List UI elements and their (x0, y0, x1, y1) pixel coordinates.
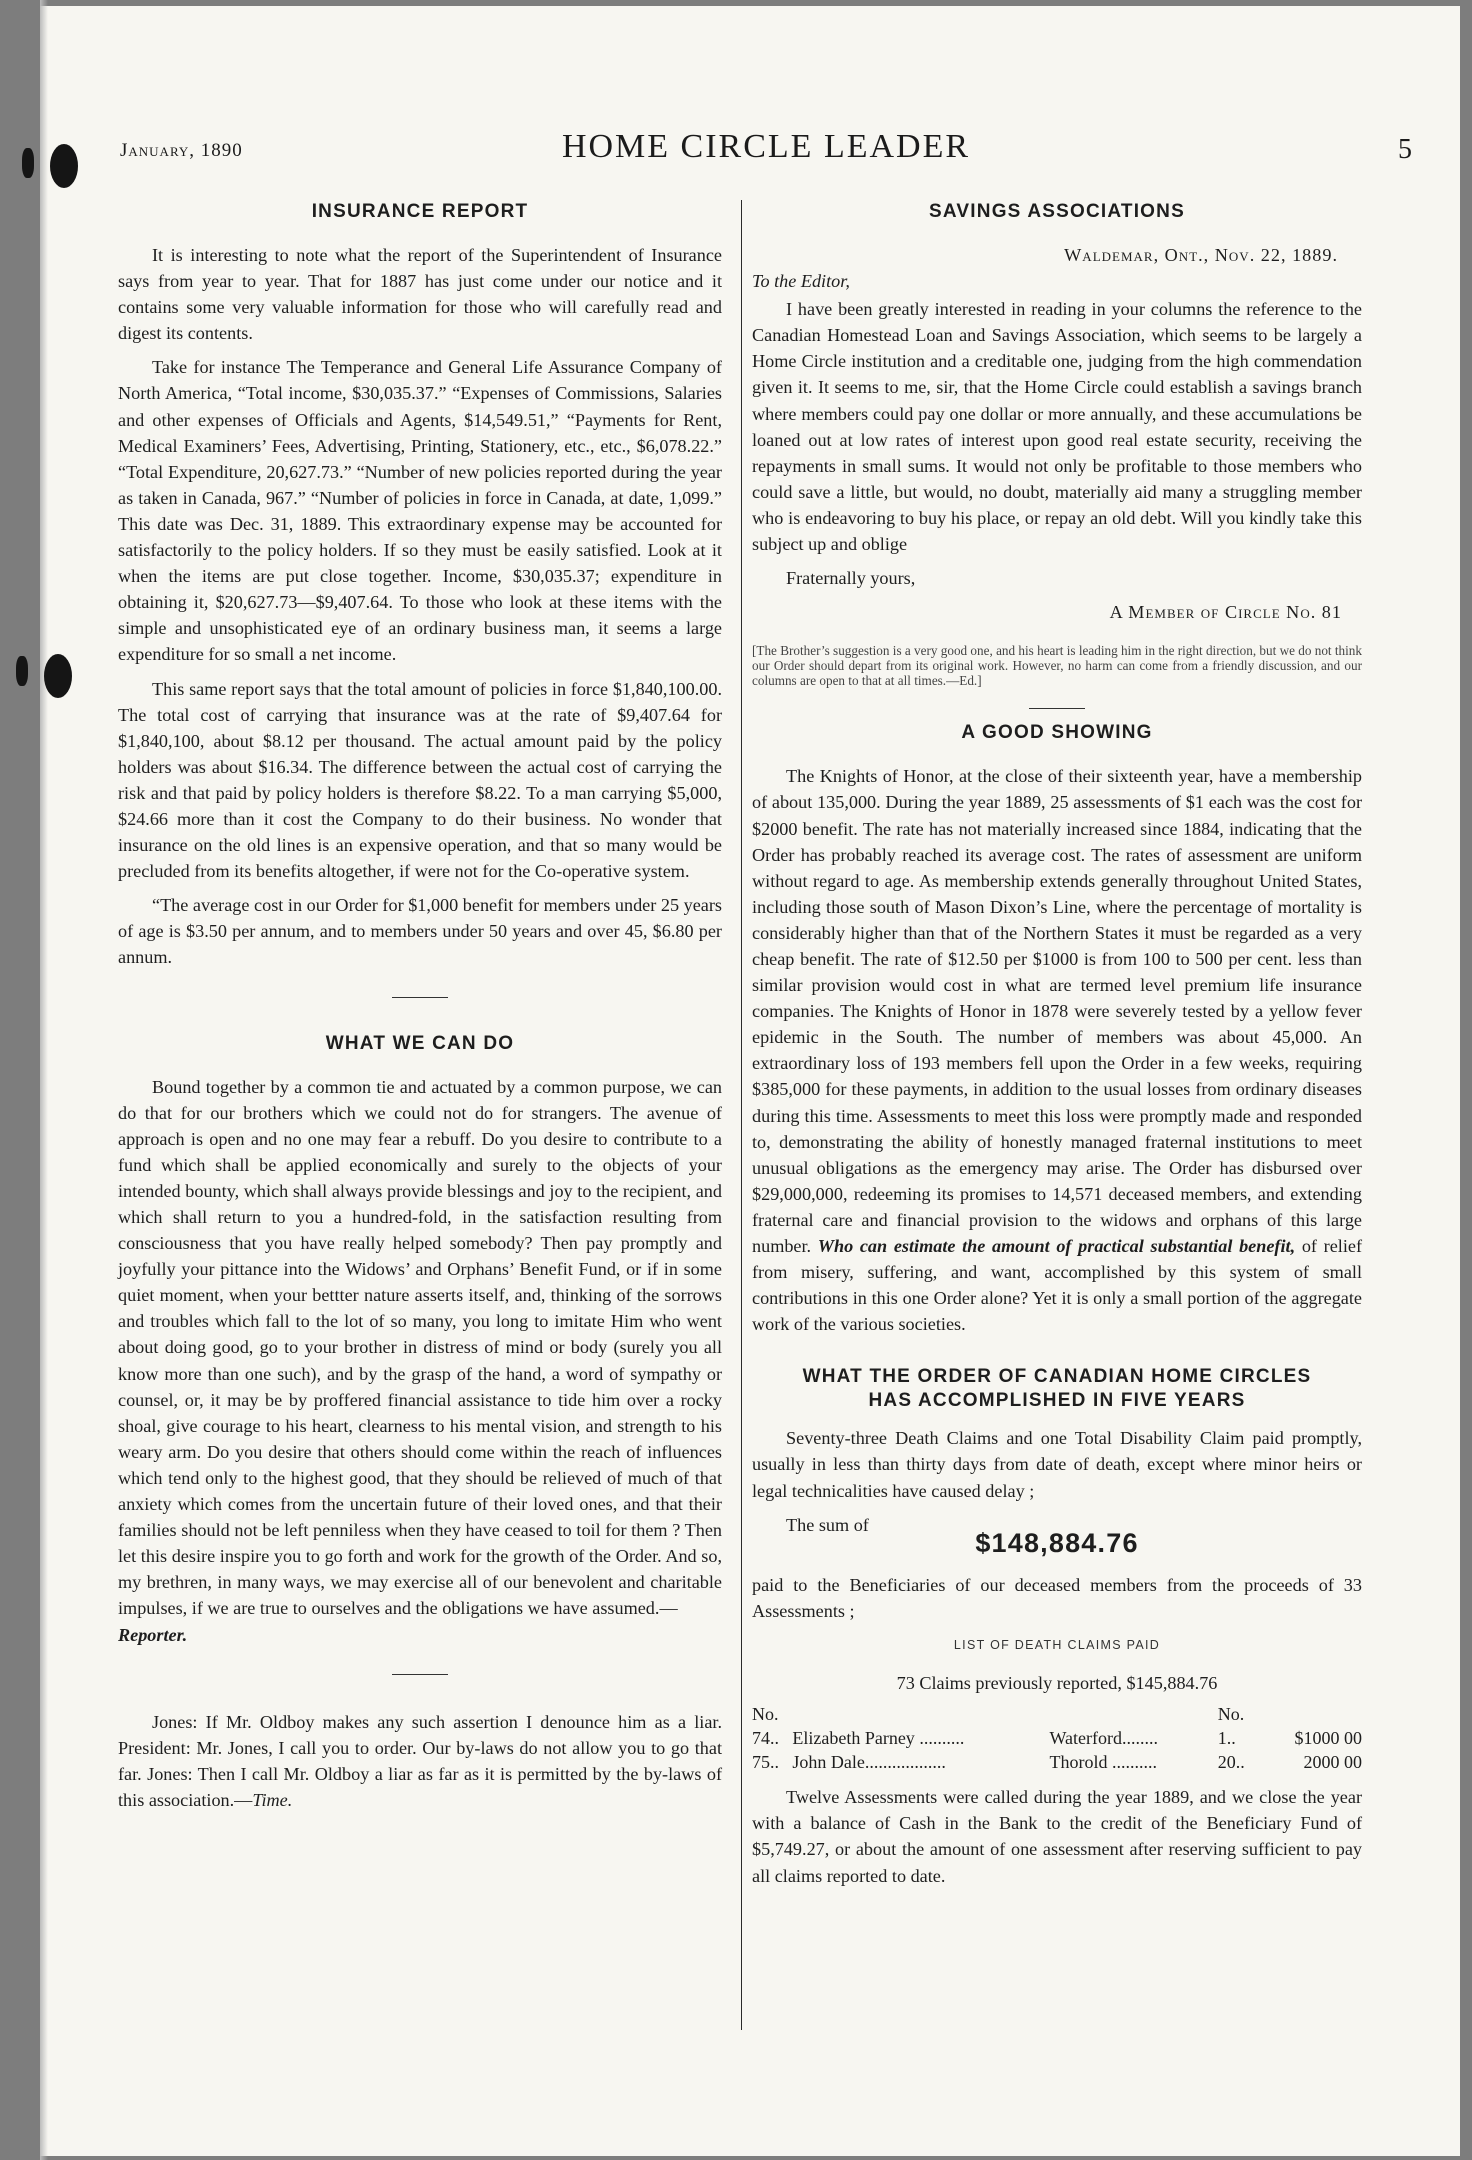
section-rule (392, 997, 448, 998)
insurance-report-paragraph: This same report says that the total amount of policies in force $1,840,100.00. The total cost of carrying that insurance was at the rate of $9,407.64 for $1,840,100, about $8.12 per thousand. The actual amount paid by the policy holders was about $16.34. The difference between the actual cost of carrying the risk and that paid by policy holders is therefore $8.22. To a man carrying $5,000, $24.66 more than it cost the Company to do their business. No wonder that insurance on the old lines is an expensive operation, and that so many would be precluded from its benefits altogether, if were not for the Co-operative system. (118, 678, 722, 882)
letter-closing: Fraternally yours, (786, 568, 916, 589)
table-row (752, 1726, 1362, 1750)
claim-name: John Dale.................. (792, 1752, 946, 1773)
claim-amount: 2000 00 (1303, 1752, 1362, 1773)
column-header-no: No. (752, 1704, 779, 1725)
what-we-can-do-paragraph (118, 1074, 722, 1648)
accomplished-paragraph: Seventy-three Death Claims and one Total Disability Claim paid promptly, usually in less than thirty days from date of death, except where minor heirs or legal technicalities have caused delay ; (752, 1428, 1362, 1501)
editor-note: [The Brother’s suggestion is a very good one, and his heart is leading him in the right direction, but we do not think our Order should depart from its original work. However, no harm can come from a friendly discussion, and our columns are open to that at all times.—Ed.] (752, 643, 1362, 689)
total-sum: $148,884.76 (975, 1527, 1139, 1558)
table-row (752, 1750, 1362, 1774)
death-claims-caption: LIST OF DEATH CLAIMS PAID (953, 1638, 1161, 1653)
binding-hole (44, 654, 72, 698)
letter-signature: A Member of Circle No. 81 (1109, 602, 1342, 623)
jones-text: Jones: If Mr. Oldboy makes any such assertion I denounce him as a liar. President: Mr. Jones, I call you to order. Our by-laws do not allow you to go that far. Jones: Then I call Mr. Oldboy a liar as far as it is permitted by the by-laws of this association.— (118, 1711, 722, 1810)
accomplished-heading-line1: WHAT THE ORDER OF CANADIAN HOME CIRCLES (802, 1366, 1312, 1388)
claim-no: 75.. (752, 1752, 779, 1773)
claim-circle: 1.. (1217, 1728, 1236, 1749)
good-showing-text-end: of relief from misery, suffering, and want, accomplished by this system of small contributions in this one Order alone? Yet it is only a small portion of the aggregate work of the various societies. (752, 1236, 1363, 1335)
section-rule (392, 1674, 448, 1675)
what-we-can-do-heading: WHAT WE CAN DO (325, 1032, 515, 1054)
binding-hole (50, 144, 78, 188)
section-rule (1029, 708, 1085, 709)
claim-circle: 20.. (1217, 1752, 1245, 1773)
claim-place: Thorold .......... (1049, 1752, 1157, 1773)
jones-source: Time. (252, 1789, 293, 1810)
claim-name: Elizabeth Parney .......... (792, 1728, 965, 1749)
sum-intro: The sum of (786, 1514, 869, 1535)
good-showing-paragraph (752, 763, 1362, 1337)
claim-amount: $1000 00 (1294, 1728, 1362, 1749)
attribution: Reporter. (118, 1624, 188, 1645)
left-column (118, 200, 722, 1821)
good-showing-italic: Who can estimate the amount of practical substantial benefit, (817, 1236, 1296, 1256)
insurance-report-paragraph: “The average cost in our Order for $1,000 benefit for members under 25 years of age is $3.50 per annum, and to members under 50 years and over 45, $6.80 per annum. (118, 895, 722, 968)
page-header (120, 128, 1412, 176)
issue-date: January, 1890 (120, 140, 243, 161)
newspaper-title: HOME CIRCLE LEADER (561, 128, 971, 165)
what-we-can-do-text: Bound together by a common tie and actuated by a common purpose, we can do that for our brothers which we could not do for strangers. The avenue of approach is open and no one may fear a rebuff. Do you desire to contribute to a fund which shall be applied economically and surely to the objects of your intended bounty, which shall always provide blessings and joy to the recipient, and which shall return to you a hundred-fold, in the satisfaction resulting from consciousness that you have really helped somebody? Then pay promptly and joyfully your pittance into the Widows’ and Orphans’ Benefit Fund, or if in some quiet moment, when your bettter nature asserts itself, and, thinking of the sorrows and troubles which fall to the lot of so many, you long to imitate Him who went about doing good, go to your brother in distress of mind or body (surely you all know more than one such), and by the grasp of the hand, a word of sympathy or counsel, or, it may be by proffered financial assistance to tide him over a rocky shoal, give courage to his heart, clearness to his mental vision, and strength to his weary arm. Do you desire that others should come within the reach of influences which tend only to the highest good, that they should be relieved of much of that anxiety which comes from the uncertain future of their loved ones, and that their families should not be left penniless when they have ceased to toil for them ? Then let this desire inspire you to go forth and work for the growth of the Order. And so, my brethren, in many ways, we may exercise all of our benevolent and charitable impulses, if we are true to ourselves and the obligations we have assumed.— (118, 1076, 722, 1619)
insurance-report-paragraph: It is interesting to note what the report of the Superintendent of Insurance says from year to year. That for 1887 has just come under our notice and it contains some very valuable information for those who will carefully read and digest its contents. (118, 245, 722, 344)
good-showing-heading: A GOOD SHOWING (961, 722, 1153, 744)
death-claims-table (752, 1702, 1362, 1774)
accomplished-heading-line2: HAS ACCOMPLISHED IN FIVE YEARS (868, 1390, 1246, 1412)
previous-claims: 73 Claims previously reported, $145,884.76 (896, 1673, 1218, 1694)
column-divider (741, 200, 742, 2030)
insurance-report-paragraph: Take for instance The Temperance and General Life Assurance Company of North America, “Total income, $30,035.37.” “Expenses of Commissions, Salaries and other expenses of Officials and Agents, $14,549.51,” “Payments for Rent, Medical Examiners’ Fees, Advertising, Printing, Stationery, etc., etc., $6,078.22.” “Total Expenditure, 20,627.73.” “Number of new policies reported during the year as taken in Canada, 967.” “Number of policies in force in Canada, at date, 1,099.” This date was Dec. 31, 1889. This extraordinary expense may be accounted for satisfactorily to the policy holders. If so they must be easily satisfied. Look at it when the items are put close together. Income, $30,035.37; expenditure in obtaining it, $20,627.73—$9,407.64. To those who look at these items with the simple and unsophisticated eye of an ordinary business man, it seems a large expenditure for so small a net income. (118, 357, 722, 665)
accomplished-heading (752, 1365, 1362, 1413)
good-showing-text: The Knights of Honor, at the close of their sixteenth year, have a membership of about 135,000. During the year 1889, 25 assessments of $1 each was the cost for $2000 benefit. The rate has not materially increased since 1884, indicating that the Order has probably reached its average cost. The rates of assessment are uniform without regard to age. As membership extends generally throughout United States, including those south of Mason Dixon’s Line, where the percentage of mortality is considerably higher than that of the Northern States it must be regarded as a very cheap benefit. The rate of $12.50 per $1000 is from 100 to 500 per cent. less than similar provision would cost in what are termed level premium life insurance companies. The Knights of Honor in 1878 were severely tested by a yellow fever epidemic in the South. The number of members was about 45,000. An extraordinary loss of 193 members fell upon the Order in a few weeks, requiring $385,000 for these payments, in addition to the usual losses from ordinary diseases during this time. Assessments to meet this loss were promptly made and responded to, demonstrating the ability of honestly managed fraternal institutions to meet unusual obligations as the emergency may arise. The Order has disbursed over $29,000,000, redeeming its promises to 14,571 deceased members, and extending fraternal care and financial provision to the widows and orphans of this large number. (752, 766, 1362, 1256)
claim-place: Waterford........ (1049, 1728, 1158, 1749)
binding-hole-mark (16, 656, 28, 686)
column-header-circle-no: No. (1217, 1704, 1245, 1725)
page-number: 5 (1398, 134, 1412, 165)
jones-anecdote (118, 1709, 722, 1813)
accomplished-paragraph: paid to the Beneficiaries of our deceased members from the proceeds of 33 Assessments ; (752, 1574, 1362, 1621)
insurance-report-heading: INSURANCE REPORT (311, 201, 529, 222)
table-header-row (752, 1702, 1362, 1726)
letter-dateline: Waldemar, Ont., Nov. 22, 1889. (1064, 245, 1338, 265)
accomplished-paragraph: Twelve Assessments were called during the year 1889, and we close the year with a balance of Cash in the Bank to the credit of the Beneficiary Fund of $5,749.27, or about the amount of one assessment after reserving sufficient to pay all claims reported to date. (752, 1787, 1362, 1886)
letter-salutation: To the Editor, (752, 271, 850, 292)
letter-body: I have been greatly interested in reading in your columns the reference to the Canadian Homestead Loan and Savings Association, which seems to be largely a Home Circle institution and a creditable one, judging from the high commendation given it. It seems to me, sir, that the Home Circle could establish a savings branch where members could pay one dollar or more annually, and these accumulations be loaned out at low rates of interest upon good real estate security, receiving the repayments in small sums. It would not only be profitable to those members who could save a little, but would, no doubt, materially aid many a struggling member who is endeavoring to buy his place, or repay an old debt. Will you kindly take this subject up and oblige (752, 299, 1362, 555)
claim-no: 74.. (752, 1728, 779, 1749)
page-edge-shadow (40, 0, 48, 2160)
savings-heading: SAVINGS ASSOCIATIONS (929, 201, 1185, 222)
binding-hole-mark (22, 148, 34, 178)
right-column (752, 200, 1362, 1897)
